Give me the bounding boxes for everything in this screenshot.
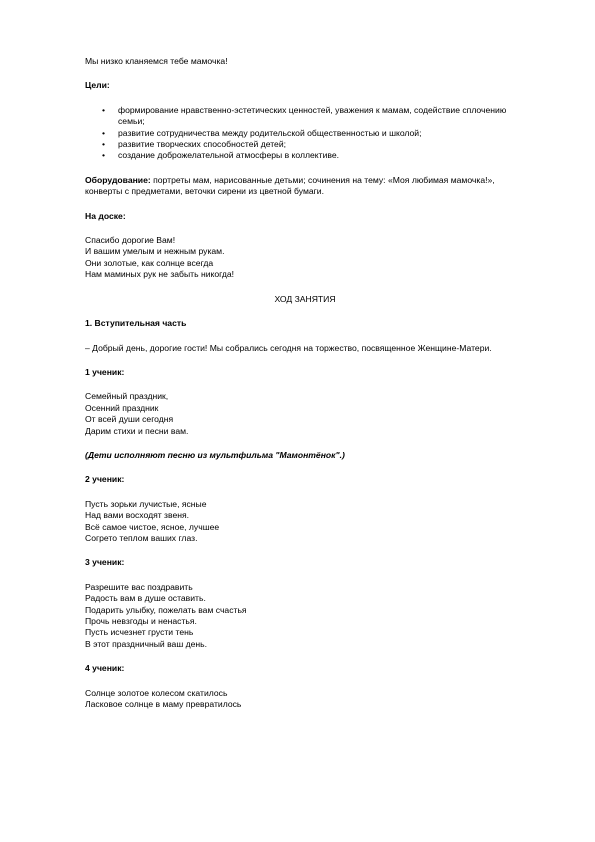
poem-line: Над вами восходят звеня.	[85, 510, 190, 521]
poem-line: Всё самое чистое, ясное, лучшее	[85, 521, 220, 532]
poem-line: И вашим умелым и нежным рукам.	[85, 246, 225, 257]
student-poem	[85, 582, 525, 650]
goal-item: • создание доброжелательной атмосферы в коллективе.	[102, 150, 340, 161]
poem-line: Дарим стихи и песни вам.	[85, 425, 189, 436]
poem-line: Пусть исчезнет грусти тень	[85, 627, 194, 638]
document-title: Мы низко кланяемся тебе мамочка!	[85, 56, 228, 66]
poem-line: Они золотые, как солнце всегда	[85, 257, 214, 268]
student-heading: 3 ученик:	[85, 557, 125, 568]
poem-line: Согрето теплом ваших глаз.	[85, 532, 198, 543]
poem-line: Разрешите вас поздравить	[85, 581, 193, 592]
goal-item: • развитие сотрудничества между родительской общественностью и школой;	[102, 127, 422, 138]
equipment-paragraph	[85, 175, 525, 198]
goals-heading: Цели:	[85, 80, 110, 91]
board-heading: На доске:	[85, 210, 126, 221]
student-poem	[85, 688, 525, 711]
poem-line: От всей души сегодня	[85, 414, 174, 425]
student-heading: 2 ученик:	[85, 474, 125, 485]
bullet-icon: •	[102, 104, 106, 115]
poem-line: Осенний праздник	[85, 402, 159, 413]
goals-list	[85, 105, 525, 162]
student-heading: 4 ученик:	[85, 663, 125, 674]
bullet-icon: •	[102, 127, 106, 138]
lesson-heading: ХОД ЗАНЯТИЯ	[274, 293, 336, 304]
poem-line: Прочь невзгоды и ненастья.	[85, 616, 197, 626]
song-note: (Дети исполняют песню из мультфильма "Мамонтёнок".)	[85, 449, 345, 460]
bullet-icon: •	[102, 150, 106, 161]
poem-line: Подарить улыбку, пожелать вам счастья	[85, 604, 247, 615]
board-poem	[85, 235, 525, 281]
equipment-label: Оборудование:	[85, 174, 151, 185]
poem-line: Солнце золотое колесом скатилось	[85, 687, 228, 698]
student-poem	[85, 391, 525, 437]
poem-line: Пусть зорьки лучистые, ясные	[85, 498, 207, 509]
poem-line: Спасибо дорогие Вам!	[85, 235, 176, 246]
goal-item: • формирование нравственно-эстетических ценностей, уважения к мамам, содействие сплочению семьи;	[102, 104, 507, 127]
poem-line: Ласковое солнце в маму превратилось	[85, 699, 242, 710]
student-heading: 1 ученик:	[85, 366, 125, 377]
poem-line: Радость вам в душе оставить.	[85, 593, 206, 604]
section-intro-text: – Добрый день, дорогие гости! Мы собрались сегодня на торжество, посвященное Женщине-Матери.	[85, 342, 492, 353]
poem-line: Нам маминых рук не забыть никогда!	[85, 269, 235, 280]
section-heading: 1. Вступительная часть	[85, 318, 187, 329]
poem-line: В этот праздничный ваш день.	[85, 638, 208, 649]
goal-item: • развитие творческих способностей детей;	[102, 139, 287, 150]
poem-line: Семейный праздник,	[85, 391, 169, 402]
equipment-text: портреты мам, нарисованные детьми; сочинения на тему: «Моя любимая мамочка!», конверты с предметами, веточки сирени из цветной бумаги.	[85, 174, 495, 197]
student-poem	[85, 499, 525, 545]
document-page	[85, 56, 525, 723]
bullet-icon: •	[102, 139, 106, 150]
